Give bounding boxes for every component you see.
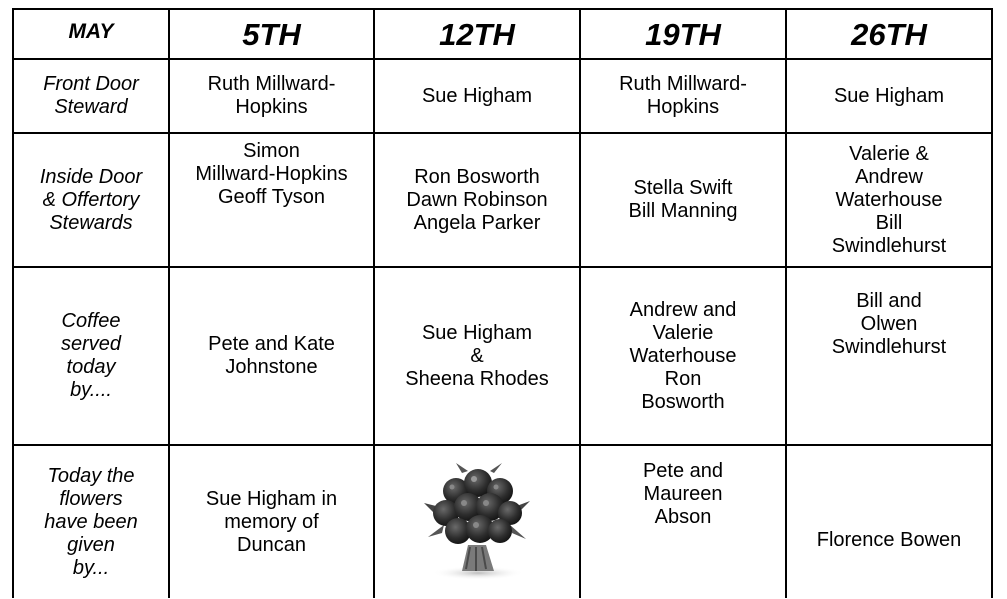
row-label-coffee: Coffee served today by.... — [13, 267, 169, 445]
cell-coffee-12th: Sue Higham & Sheena Rhodes — [374, 267, 580, 445]
row-label-inside-door: Inside Door & Offertory Stewards — [13, 133, 169, 267]
date-header-19th: 19TH — [580, 9, 786, 59]
cell-front-door-26th: Sue Higham — [786, 59, 992, 133]
row-front-door-steward — [13, 59, 992, 133]
row-coffee — [13, 267, 992, 445]
cell-coffee-19th: Andrew and Valerie Waterhouse Ron Bosworth — [580, 267, 786, 445]
row-label-flowers: Today the flowers have been given by... — [13, 445, 169, 598]
cell-flowers-26th: Florence Bowen — [786, 445, 992, 598]
rota-table — [12, 8, 993, 598]
date-header-26th: 26TH — [786, 9, 992, 59]
month-header: MAY — [13, 9, 169, 59]
flower-bouquet-icon — [422, 463, 532, 581]
row-inside-door-stewards — [13, 133, 992, 267]
cell-inside-door-26th: Valerie & Andrew Waterhouse Bill Swindlehurst — [786, 133, 992, 267]
cell-front-door-12th: Sue Higham — [374, 59, 580, 133]
date-header-5th: 5TH — [169, 9, 374, 59]
cell-front-door-19th: Ruth Millward- Hopkins — [580, 59, 786, 133]
cell-flowers-19th: Pete and Maureen Abson — [580, 445, 786, 598]
row-label-front-door: Front Door Steward — [13, 59, 169, 133]
cell-inside-door-19th: Stella Swift Bill Manning — [580, 133, 786, 267]
row-flowers — [13, 445, 992, 598]
cell-flowers-5th: Sue Higham in memory of Duncan — [169, 445, 374, 598]
cell-coffee-26th: Bill and Olwen Swindlehurst — [786, 267, 992, 445]
cell-coffee-5th: Pete and Kate Johnstone — [169, 267, 374, 445]
header-row — [13, 9, 992, 59]
date-header-12th: 12TH — [374, 9, 580, 59]
cell-inside-door-12th: Ron Bosworth Dawn Robinson Angela Parker — [374, 133, 580, 267]
cell-flowers-12th — [374, 445, 580, 598]
cell-front-door-5th: Ruth Millward- Hopkins — [169, 59, 374, 133]
cell-inside-door-5th: Simon Millward-Hopkins Geoff Tyson — [169, 133, 374, 267]
